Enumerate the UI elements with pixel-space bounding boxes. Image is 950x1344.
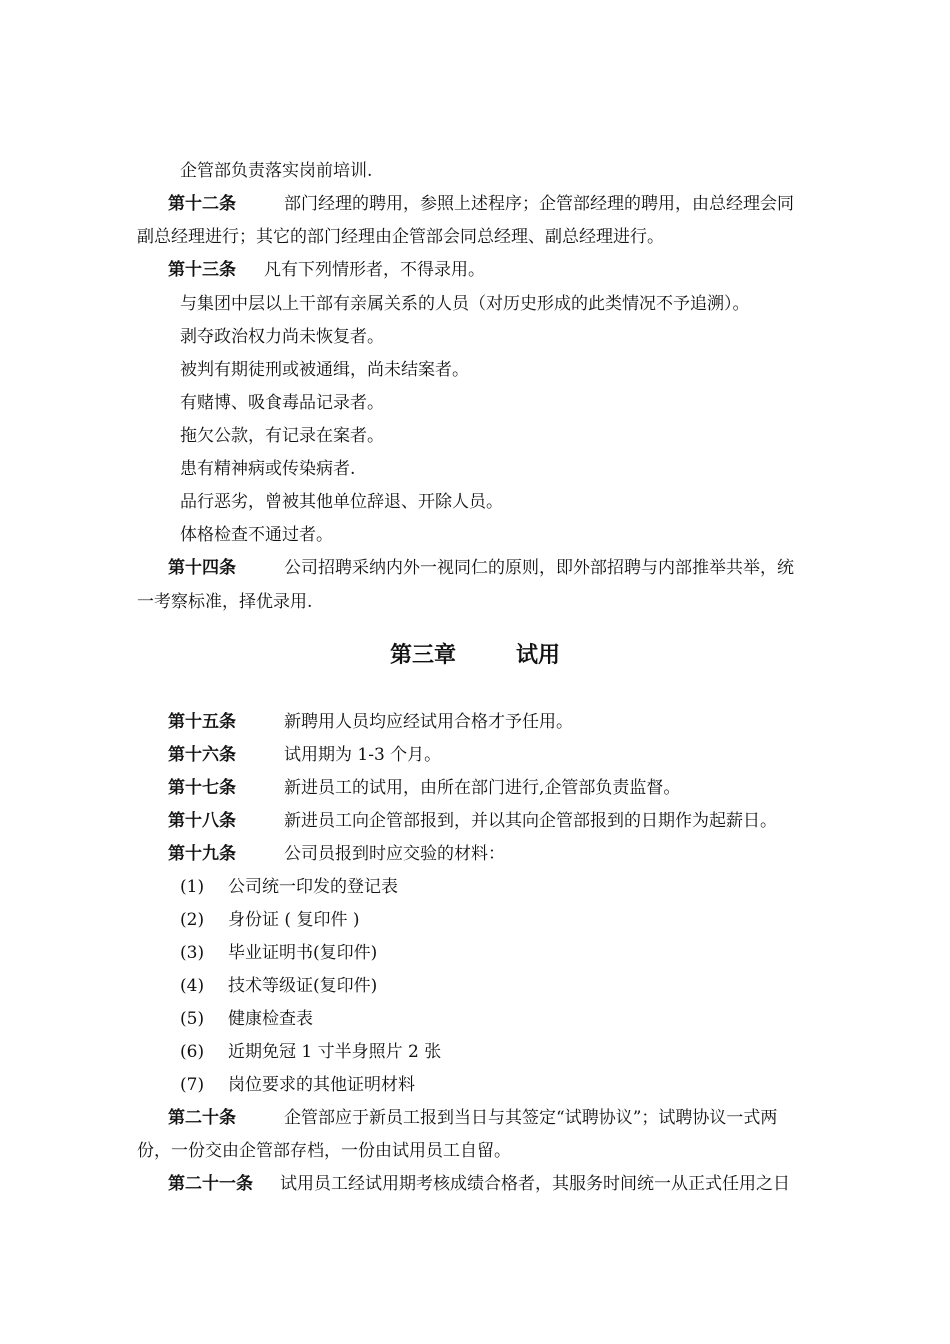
paragraph-line — [180, 160, 372, 182]
material-item — [180, 1074, 415, 1096]
condition-item — [180, 425, 384, 447]
condition-text: 有赌博、吸食毒品记录者。 — [180, 393, 384, 413]
article-label: 第十九条 — [168, 844, 236, 864]
article-21 — [168, 1173, 790, 1195]
condition-item — [180, 326, 384, 348]
article-text: 企管部应于新员工报到当日与其签定“试聘协议”；试聘协议一式两 — [284, 1108, 778, 1128]
chapter-heading — [0, 640, 950, 670]
article-label: 第十二条 — [168, 194, 236, 214]
material-item — [180, 876, 398, 898]
article-20-continuation — [137, 1140, 511, 1162]
condition-item — [180, 293, 750, 315]
article-text: 公司招聘采纳内外一视同仁的原则，即外部招聘与内部推举共举，统 — [284, 558, 794, 578]
condition-text: 与集团中层以上干部有亲属关系的人员（对历史形成的此类情况不予追溯）。 — [180, 294, 750, 314]
chapter-title: 试用 — [516, 642, 561, 668]
condition-text: 患有精神病或传染病者. — [180, 459, 356, 479]
condition-text: 拖欠公款，有记录在案者。 — [180, 426, 384, 446]
condition-item — [180, 392, 384, 414]
article-12-continuation — [137, 226, 664, 248]
item-text: 岗位要求的其他证明材料 — [228, 1075, 415, 1095]
condition-text: 体格检查不通过者。 — [180, 525, 333, 545]
item-number: (2) — [180, 910, 205, 930]
article-label: 第十五条 — [168, 712, 236, 732]
material-item — [180, 942, 377, 964]
material-item — [180, 975, 377, 997]
article-text: 凡有下列情形者，不得录用。 — [264, 260, 485, 280]
article-15 — [168, 711, 573, 733]
text-line: 企管部负责落实岗前培训. — [180, 161, 373, 181]
item-number: (3) — [180, 943, 205, 963]
article-text: 部门经理的聘用，参照上述程序；企管部经理的聘用，由总经理会同 — [284, 194, 794, 214]
condition-text: 剥夺政治权力尚未恢复者。 — [180, 327, 384, 347]
article-16 — [168, 744, 441, 766]
item-text: 技术等级证(复印件) — [228, 976, 378, 996]
article-text: 公司员报到时应交验的材料： — [284, 844, 505, 864]
article-text: 副总经理进行；其它的部门经理由企管部会同总经理、副总经理进行。 — [137, 227, 664, 247]
condition-item — [180, 359, 469, 381]
article-label: 第二十条 — [168, 1108, 236, 1128]
condition-item — [180, 458, 355, 480]
material-item — [180, 1008, 313, 1030]
article-19 — [168, 843, 505, 865]
item-number: (6) — [180, 1042, 205, 1062]
item-number: (1) — [180, 877, 205, 897]
article-label: 第十四条 — [168, 558, 236, 578]
article-text: 试用期为 1-3 个月。 — [284, 745, 442, 765]
chapter-number: 第三章 — [389, 642, 456, 668]
article-17 — [168, 777, 680, 799]
item-number: (7) — [180, 1075, 205, 1095]
article-text: 新进员工向企管部报到，并以其向企管部报到的日期作为起薪日。 — [284, 811, 777, 831]
item-number: (4) — [180, 976, 205, 996]
item-text: 毕业证明书(复印件) — [228, 943, 378, 963]
article-label: 第十八条 — [168, 811, 236, 831]
item-text: 身份证 ( 复印件 ) — [228, 910, 360, 930]
article-text: 一考察标准，择优录用. — [137, 592, 313, 612]
article-14-continuation — [137, 591, 312, 613]
article-label: 第十三条 — [168, 260, 236, 280]
article-text: 份，一份交由企管部存档，一份由试用员工自留。 — [137, 1141, 511, 1161]
condition-item — [180, 491, 503, 513]
article-text: 新进员工的试用，由所在部门进行,企管部负责监督。 — [284, 778, 681, 798]
article-label: 第十六条 — [168, 745, 236, 765]
article-label: 第二十一条 — [168, 1174, 253, 1194]
article-text: 试用员工经试用期考核成绩合格者，其服务时间统一从正式任用之日 — [280, 1174, 790, 1194]
article-label: 第十七条 — [168, 778, 236, 798]
material-item — [180, 1041, 441, 1063]
article-20 — [168, 1107, 777, 1129]
condition-text: 品行恶劣，曾被其他单位辞退、开除人员。 — [180, 492, 503, 512]
material-item — [180, 909, 359, 931]
article-text: 新聘用人员均应经试用合格才予任用。 — [284, 712, 573, 732]
article-12 — [168, 193, 794, 215]
item-number: (5) — [180, 1009, 205, 1029]
condition-text: 被判有期徒刑或被通缉，尚未结案者。 — [180, 360, 469, 380]
article-18 — [168, 810, 777, 832]
article-13 — [168, 259, 485, 281]
item-text: 健康检查表 — [228, 1009, 313, 1029]
item-text: 公司统一印发的登记表 — [228, 877, 398, 897]
item-text: 近期免冠 1 寸半身照片 2 张 — [228, 1042, 442, 1062]
condition-item — [180, 524, 333, 546]
article-14 — [168, 557, 794, 579]
